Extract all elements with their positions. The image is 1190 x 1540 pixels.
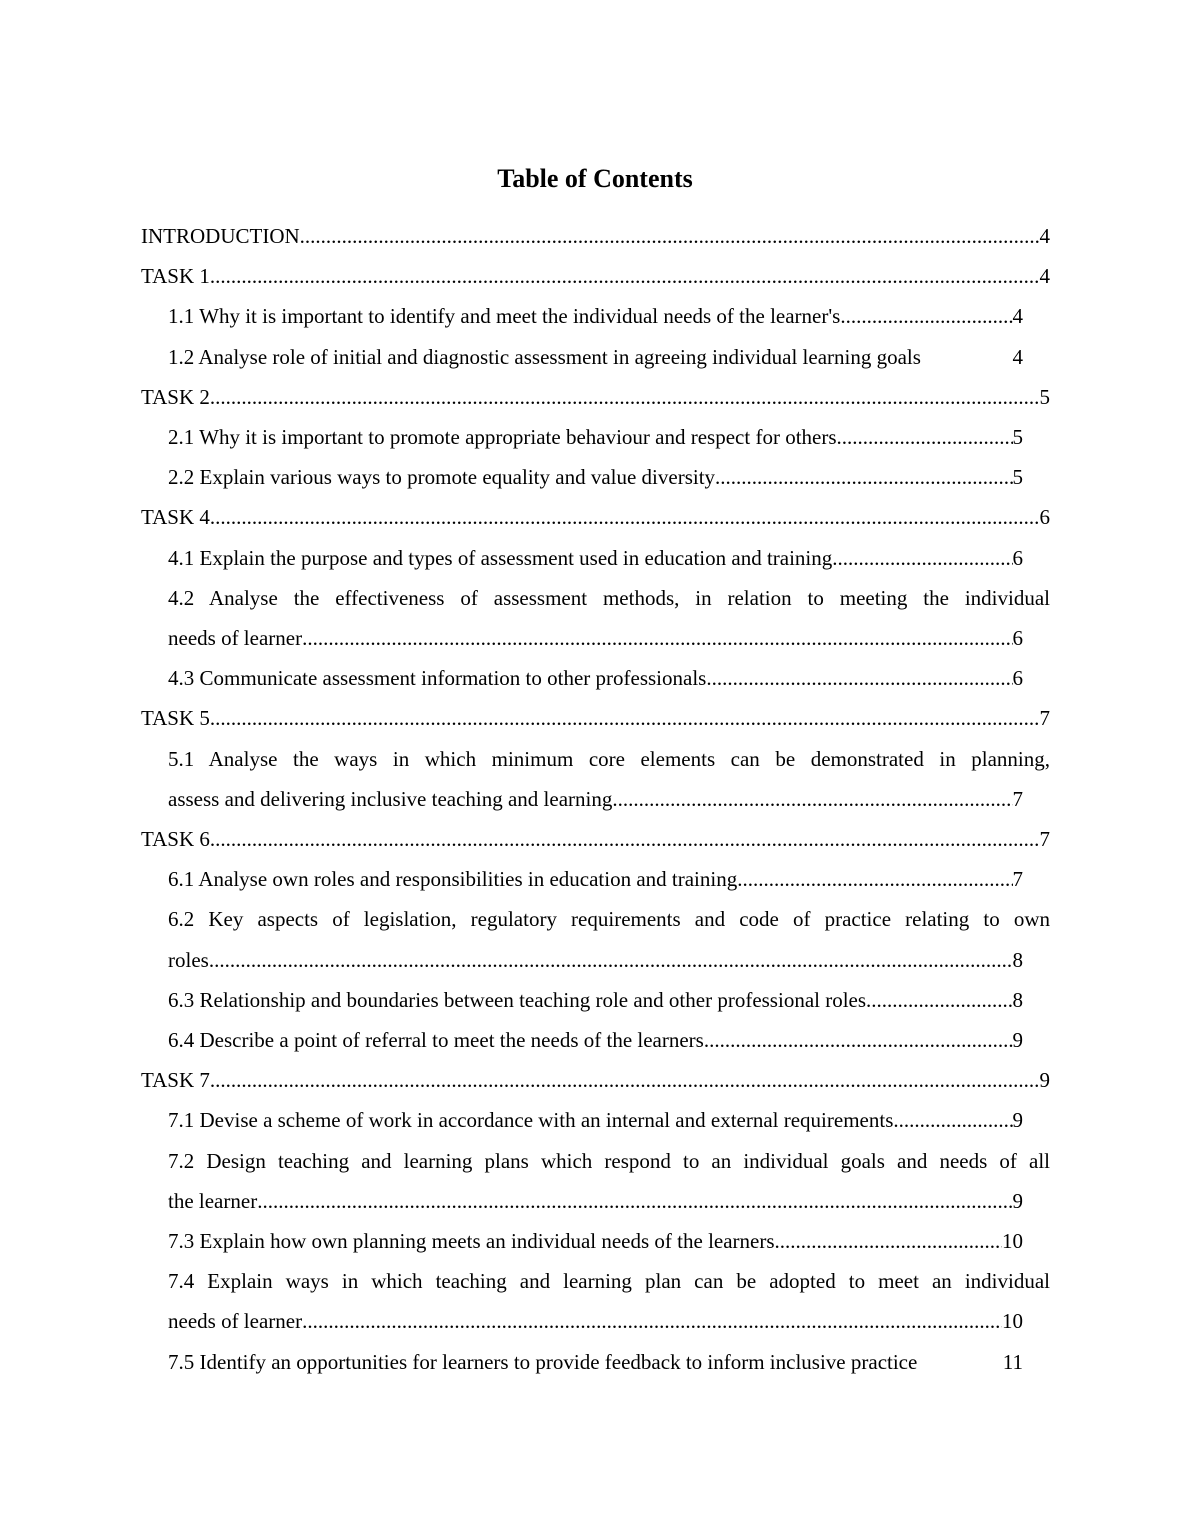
toc-entry-label: 6.3 Relationship and boundaries between teaching role and other professional roles bbox=[168, 987, 867, 1012]
toc-entry-label: 6.1 Analyse own roles and responsibilities in education and training bbox=[168, 867, 738, 892]
toc-entry-label: TASK 5 bbox=[141, 706, 210, 731]
toc-entry-task-6[interactable] bbox=[141, 819, 1050, 859]
toc-entry-page: 7 bbox=[1012, 786, 1023, 811]
toc-entry-task-1[interactable] bbox=[141, 256, 1050, 296]
toc-entry-4-2[interactable] bbox=[168, 578, 1050, 658]
toc-entry-page: 7 bbox=[1039, 706, 1050, 731]
toc-entry-page: 11 bbox=[1002, 1349, 1023, 1374]
toc-entry-label: 7.3 Explain how own planning meets an individual needs of the learners bbox=[168, 1229, 775, 1254]
toc-entry-page: 9 bbox=[1012, 1028, 1023, 1053]
toc-entry-label-line1: 7.4 Explain ways in which teaching and learning plan can be adopted to meet an individual bbox=[168, 1269, 1050, 1294]
toc-entry-label: 7.1 Devise a scheme of work in accordance with an internal and external requirements bbox=[168, 1108, 894, 1133]
toc-entry-label: 4.1 Explain the purpose and types of assessment used in education and training bbox=[168, 545, 833, 570]
dot-leader bbox=[210, 1060, 1040, 1100]
toc-entry-label: 2.1 Why it is important to promote appropriate behaviour and respect for others bbox=[168, 425, 837, 450]
toc-entry-label: 4.3 Communicate assessment information to other professionals bbox=[168, 666, 707, 691]
dot-leader bbox=[840, 296, 1012, 336]
toc-entry-introduction[interactable] bbox=[141, 216, 1050, 256]
toc-entry-6-3[interactable] bbox=[168, 980, 1023, 1020]
toc-entry-label: 1.2 Analyse role of initial and diagnostic assessment in agreeing individual learning goals bbox=[168, 344, 921, 369]
toc-entry-page: 8 bbox=[1012, 987, 1023, 1012]
dot-leader bbox=[866, 980, 1012, 1020]
toc-entry-page: 6 bbox=[1012, 666, 1023, 691]
toc-entry-page: 9 bbox=[1012, 1188, 1023, 1213]
dot-leader bbox=[210, 698, 1040, 738]
toc-entry-label-line1: 5.1 Analyse the ways in which minimum core elements can be demonstrated in planning, bbox=[168, 746, 1050, 771]
toc-entry-7-1[interactable] bbox=[168, 1100, 1023, 1140]
toc-entry-1-1[interactable] bbox=[168, 296, 1023, 336]
toc-entry-label: 6.4 Describe a point of referral to meet the needs of the learners bbox=[168, 1028, 704, 1053]
toc-entry-page: 4 bbox=[1039, 224, 1050, 248]
toc-entry-label: TASK 4 bbox=[141, 505, 210, 530]
toc-entry-page: 5 bbox=[1012, 425, 1023, 450]
dot-leader bbox=[704, 1020, 1013, 1060]
dot-leader bbox=[715, 457, 1012, 497]
toc-entry-label-line2: needs of learner bbox=[168, 626, 303, 651]
toc-entry-label: 2.2 Explain various ways to promote equality and value diversity bbox=[168, 465, 716, 490]
dot-leader bbox=[832, 538, 1012, 578]
toc-entry-page: 6 bbox=[1012, 545, 1023, 570]
dot-leader bbox=[210, 256, 1040, 296]
dot-leader bbox=[612, 779, 1012, 819]
toc-entry-label: TASK 1 bbox=[141, 264, 210, 289]
toc-entry-page: 9 bbox=[1039, 1068, 1050, 1093]
toc-entry-page: 6 bbox=[1012, 626, 1023, 651]
toc-entry-4-3[interactable] bbox=[168, 658, 1023, 698]
toc-entry-label-line1: 7.2 Design teaching and learning plans which respond to an individual goals and needs of all bbox=[168, 1148, 1050, 1173]
toc-entry-5-1[interactable] bbox=[168, 739, 1050, 819]
toc-title: Table of Contents bbox=[497, 164, 693, 193]
toc-entry-6-2[interactable] bbox=[168, 899, 1050, 979]
toc-entry-4-1[interactable] bbox=[168, 538, 1023, 578]
toc-entry-2-2[interactable] bbox=[168, 457, 1023, 497]
dot-leader bbox=[302, 618, 1012, 658]
toc-entry-task-2[interactable] bbox=[141, 377, 1050, 417]
dot-leader bbox=[210, 377, 1040, 417]
dot-leader bbox=[257, 1181, 1012, 1221]
toc-entry-page: 6 bbox=[1039, 505, 1050, 530]
toc-entry-7-5[interactable] bbox=[168, 1342, 1023, 1382]
dot-leader bbox=[737, 859, 1012, 899]
toc-entry-label-line1: 4.2 Analyse the effectiveness of assessment methods, in relation to meeting the individual bbox=[168, 585, 1050, 610]
toc-entry-label-line2: needs of learner bbox=[168, 1309, 303, 1334]
toc-entry-7-4[interactable] bbox=[168, 1261, 1050, 1341]
toc-entry-6-4[interactable] bbox=[168, 1020, 1023, 1060]
toc-entry-7-3[interactable] bbox=[168, 1221, 1023, 1261]
dot-leader bbox=[209, 940, 1013, 980]
toc-entry-label-line2: roles bbox=[168, 947, 209, 972]
dot-leader bbox=[893, 1100, 1012, 1140]
toc-entry-page: 7 bbox=[1012, 867, 1023, 892]
toc-entry-label: TASK 6 bbox=[141, 827, 210, 852]
toc-entry-label: INTRODUCTION bbox=[141, 224, 300, 248]
toc-entry-page: 5 bbox=[1012, 465, 1023, 490]
toc-entry-label-line2: assess and delivering inclusive teaching and learning bbox=[168, 786, 613, 811]
toc-entry-page: 5 bbox=[1039, 384, 1050, 409]
toc-entry-6-1[interactable] bbox=[168, 859, 1023, 899]
toc-entry-label: 7.5 Identify an opportunities for learners to provide feedback to inform inclusive practice bbox=[168, 1349, 918, 1374]
toc-entry-page: 8 bbox=[1012, 947, 1023, 972]
toc-entry-2-1[interactable] bbox=[168, 417, 1023, 457]
dot-leader bbox=[300, 216, 1040, 256]
toc-entry-page: 4 bbox=[1012, 304, 1023, 329]
dot-leader bbox=[210, 497, 1040, 537]
toc-entry-task-7[interactable] bbox=[141, 1060, 1050, 1100]
toc-entry-page: 9 bbox=[1012, 1108, 1023, 1133]
toc-entry-1-2[interactable] bbox=[168, 337, 1023, 377]
toc-entry-label-line1: 6.2 Key aspects of legislation, regulatory requirements and code of practice relating to own bbox=[168, 907, 1050, 932]
toc-entry-page: 10 bbox=[1002, 1309, 1023, 1334]
toc-entry-page: 10 bbox=[1002, 1229, 1023, 1254]
toc-entry-label: 1.1 Why it is important to identify and meet the individual needs of the learner's bbox=[168, 304, 841, 329]
toc-entry-task-4[interactable] bbox=[141, 497, 1050, 537]
toc-entry-label-line2: the learner bbox=[168, 1188, 258, 1213]
dot-leader bbox=[210, 819, 1040, 859]
toc-entry-7-2[interactable] bbox=[168, 1141, 1050, 1221]
toc-entry-label: TASK 7 bbox=[141, 1068, 210, 1093]
toc-entry-page: 7 bbox=[1039, 827, 1050, 852]
toc-entry-page: 4 bbox=[1039, 264, 1050, 289]
dot-leader bbox=[837, 417, 1013, 457]
dot-leader bbox=[302, 1301, 1002, 1341]
toc-entry-page: 4 bbox=[1012, 344, 1023, 369]
table-of-contents bbox=[0, 216, 1190, 1382]
toc-entry-task-5[interactable] bbox=[141, 698, 1050, 738]
toc-entry-label: TASK 2 bbox=[141, 384, 210, 409]
dot-leader bbox=[706, 658, 1012, 698]
dot-leader bbox=[775, 1221, 1002, 1261]
